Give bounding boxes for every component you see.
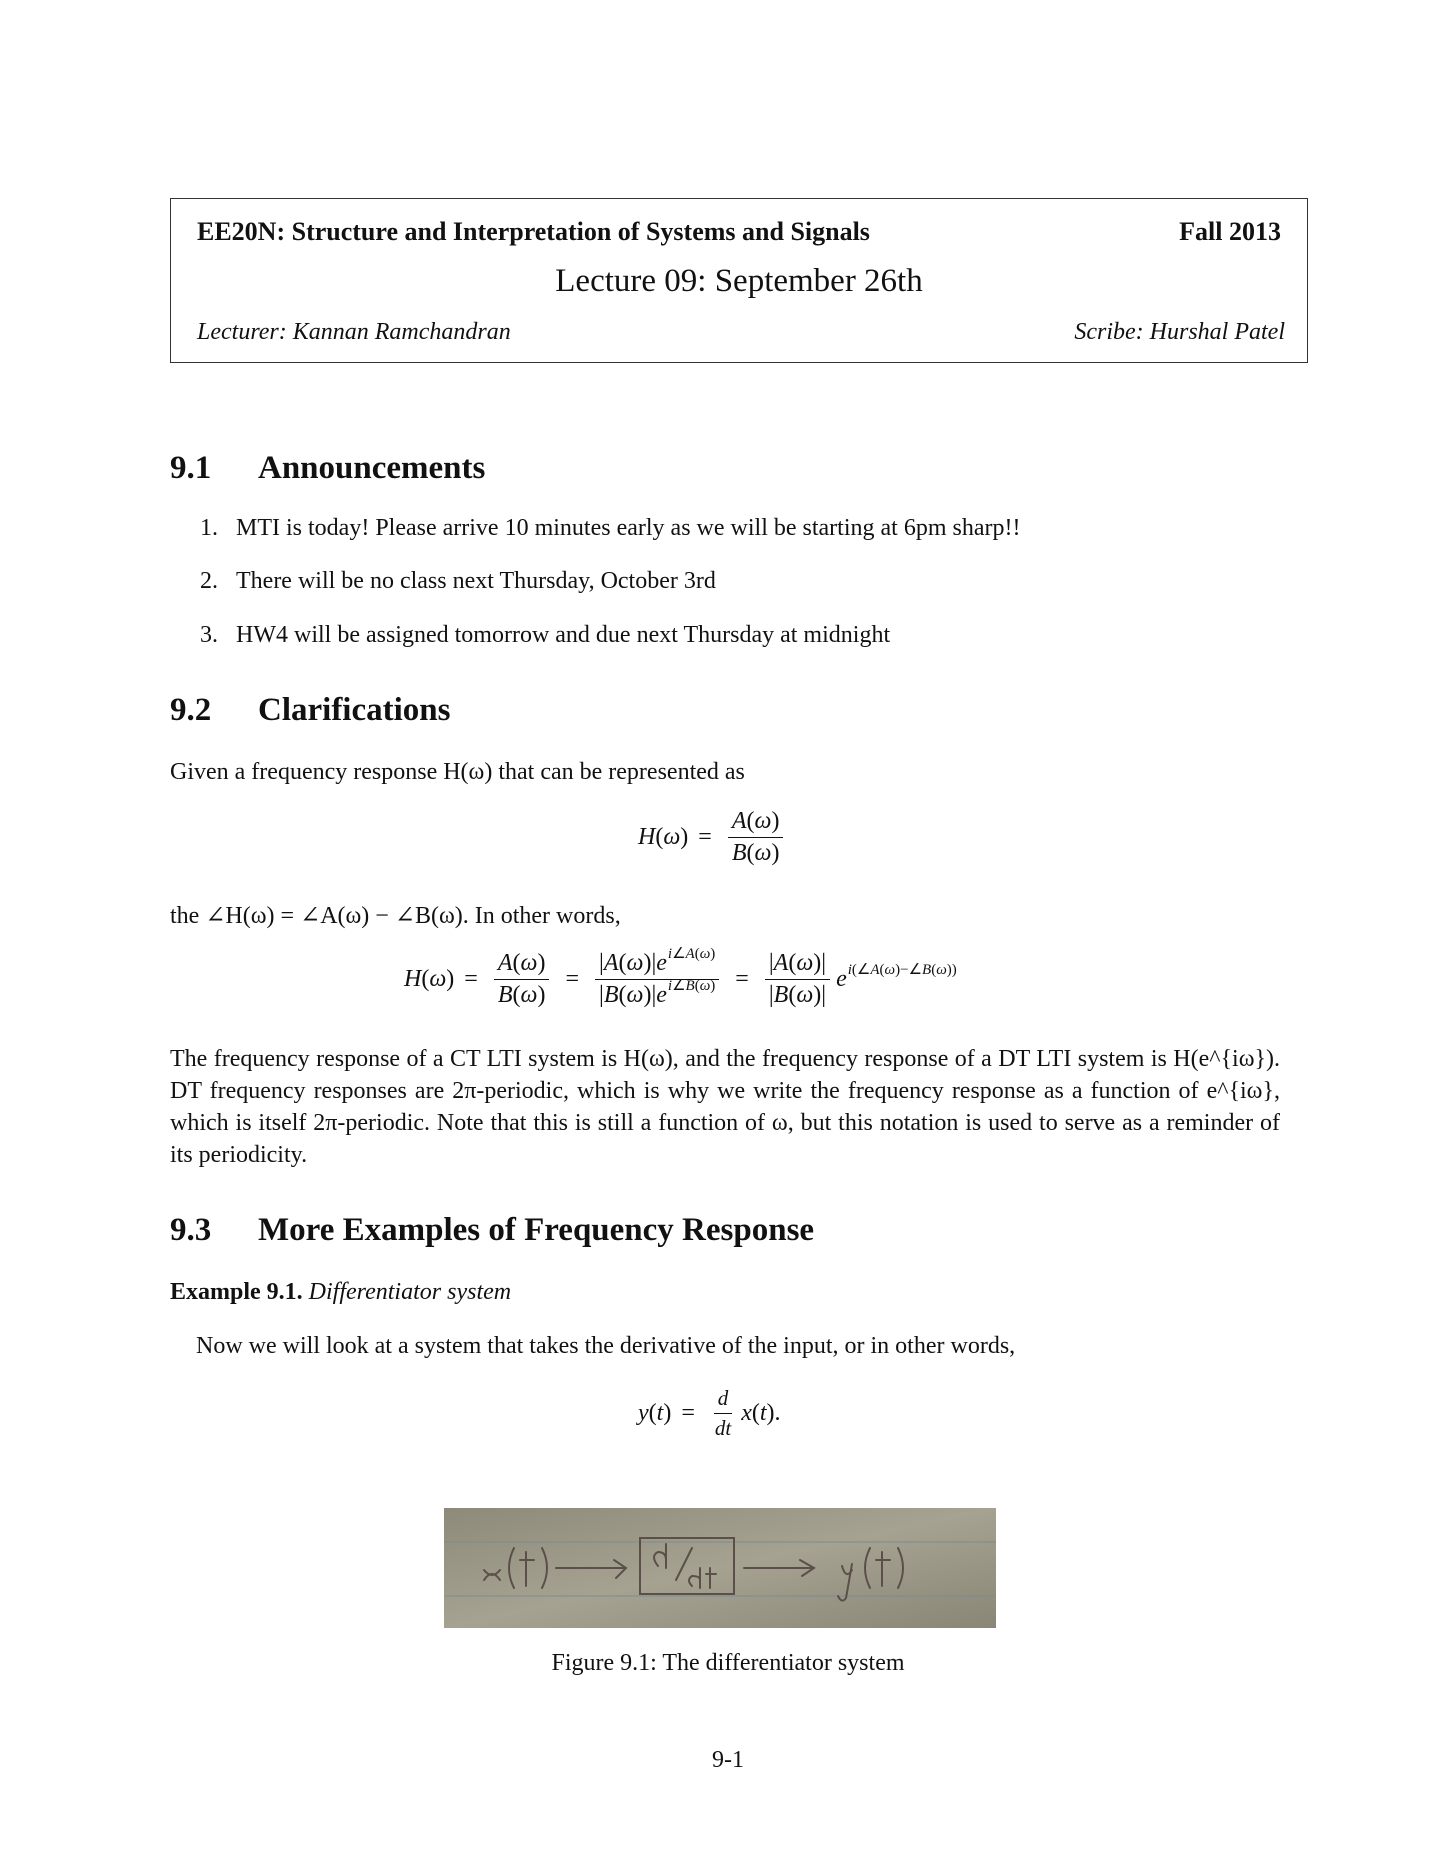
announcement-item bbox=[200, 622, 890, 649]
section-heading-examples bbox=[170, 1212, 814, 1249]
list-number: 3. bbox=[200, 622, 218, 648]
announcement-item bbox=[200, 515, 1020, 542]
example-label: Example 9.1. bbox=[170, 1279, 303, 1305]
list-number: 1. bbox=[200, 515, 218, 541]
page-number: 9-1 bbox=[712, 1747, 744, 1773]
example-title: Differentiator system bbox=[308, 1279, 512, 1305]
lecturer-label: Lecturer: Kannan Ramchandran bbox=[197, 319, 511, 345]
announcement-text: HW4 will be assigned tomorrow and due next Thursday at midnight bbox=[236, 622, 891, 648]
section-number: 9.3 bbox=[170, 1212, 212, 1248]
handwritten-diagram bbox=[444, 1508, 996, 1628]
angle-line: the ∠H(ω) = ∠A(ω) − ∠B(ω). In other words, bbox=[170, 903, 621, 929]
announcement-text: There will be no class next Thursday, October 3rd bbox=[236, 568, 716, 594]
section-title: Announcements bbox=[258, 450, 486, 486]
equation-h-ratio: H(ω) = $\frac{A(\omega)}{B(\omega)}$ bbox=[638, 808, 789, 867]
figure-caption: Figure 9.1: The differentiator system bbox=[551, 1650, 905, 1676]
clarification-intro: Given a frequency response H(ω) that can be represented as bbox=[170, 759, 745, 785]
example-intro: Now we will look at a system that takes the derivative of the input, or in other words, bbox=[196, 1333, 1016, 1359]
section-heading-announcements bbox=[170, 450, 485, 487]
announcement-text: MTI is today! Please arrive 10 minutes early as we will be starting at 6pm sharp!! bbox=[236, 515, 1021, 541]
equation-differentiator: y(t) = $\frac{d}{dt}$ x(t). bbox=[638, 1386, 781, 1440]
course-title: EE20N: Structure and Interpretation of Systems and Signals bbox=[197, 217, 870, 246]
example-heading bbox=[170, 1276, 511, 1308]
section-heading-clarifications bbox=[170, 692, 450, 729]
dt-ct-paragraph: The frequency response of a CT LTI system is H(ω), and the frequency response of a DT LTI system is H(e^{iω}). DT frequency responses are 2π-periodic, which is why we write the frequency response as a function of e^{iω}, which is itself 2π-periodic. Note that this is still a function of ω, but this notation is used to serve as a reminder of its periodicity. bbox=[170, 1046, 1280, 1168]
term-label: Fall 2013 bbox=[1179, 217, 1281, 246]
lecture-title: Lecture 09: September 26th bbox=[555, 263, 923, 299]
section-title: More Examples of Frequency Response bbox=[258, 1212, 815, 1248]
list-number: 2. bbox=[200, 568, 218, 594]
equation-polar-form: H(ω) = $\frac{A(\omega)}{B(\omega)}$ = $\frac{|A(\omega)|e^{i\angle A(\omega)}}{|B(\omega)|e^{i\angle B(\omega)}}$ = $\frac{|A(\omega)|}{|B(\omega)|}$ $e^{i(\angle A(\omega)-\angle B(\omega))}$ bbox=[404, 946, 957, 1008]
section-number: 9.1 bbox=[170, 450, 212, 486]
section-title: Clarifications bbox=[258, 692, 451, 728]
lecture-header-box bbox=[170, 198, 1308, 363]
section-number: 9.2 bbox=[170, 692, 212, 728]
announcement-item bbox=[200, 568, 716, 595]
differentiator-figure-photo bbox=[444, 1508, 996, 1628]
scribe-label: Scribe: Hurshal Patel bbox=[1074, 319, 1285, 345]
